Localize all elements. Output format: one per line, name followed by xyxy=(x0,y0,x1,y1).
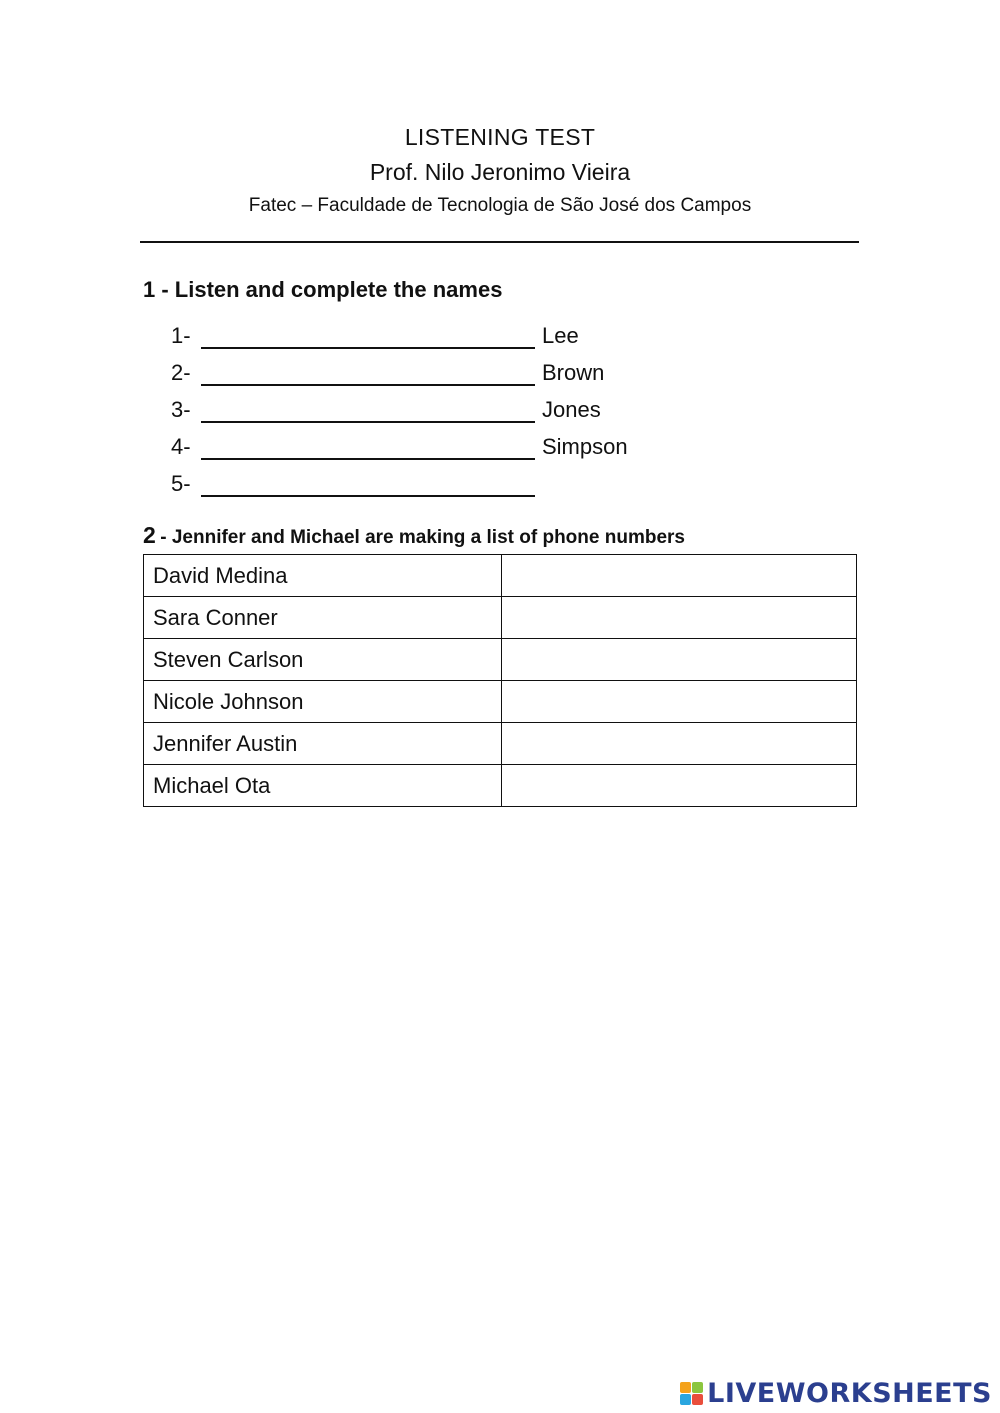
contact-name: Steven Carlson xyxy=(144,639,502,681)
contact-name: Jennifer Austin xyxy=(144,723,502,765)
header-divider xyxy=(140,241,859,243)
list-item xyxy=(171,349,628,386)
phone-answer-cell[interactable] xyxy=(502,765,857,807)
table-row xyxy=(144,639,857,681)
item-surname: Simpson xyxy=(542,434,628,459)
question-1-heading: 1 - Listen and complete the names xyxy=(143,277,503,302)
contact-name: Michael Ota xyxy=(144,765,502,807)
liveworksheets-logo xyxy=(680,1378,992,1409)
names-list xyxy=(171,312,628,497)
phone-answer-cell[interactable] xyxy=(502,639,857,681)
list-item xyxy=(171,460,628,497)
item-number: 1- xyxy=(171,323,191,348)
logo-tile xyxy=(680,1394,691,1405)
teacher-name: Prof. Nilo Jeronimo Vieira xyxy=(369,159,631,185)
contact-name: Nicole Johnson xyxy=(144,681,502,723)
item-surname: Jones xyxy=(542,397,601,422)
logo-tile xyxy=(680,1382,691,1393)
name-blank-2[interactable] xyxy=(201,358,535,386)
table-row xyxy=(144,681,857,723)
phone-numbers-table xyxy=(143,554,857,807)
question-2-heading xyxy=(143,522,685,549)
contact-name: David Medina xyxy=(144,555,502,597)
table-row xyxy=(144,555,857,597)
document-title: LISTENING TEST xyxy=(404,124,596,150)
name-blank-5[interactable] xyxy=(201,469,535,497)
table-row xyxy=(144,597,857,639)
phone-answer-cell[interactable] xyxy=(502,681,857,723)
item-number: 2- xyxy=(171,360,191,385)
logo-tile xyxy=(692,1394,703,1405)
name-blank-4[interactable] xyxy=(201,432,535,460)
question-2-text: - Jennifer and Michael are making a list of phone numbers xyxy=(160,527,685,548)
name-blank-3[interactable] xyxy=(201,395,535,423)
list-item xyxy=(171,423,628,460)
list-item xyxy=(171,312,628,349)
logo-text: LIVEWORKSHEETS xyxy=(707,1378,992,1409)
table-row xyxy=(144,765,857,807)
question-2-number: 2 xyxy=(143,522,156,548)
item-number: 4- xyxy=(171,434,191,459)
contact-name: Sara Conner xyxy=(144,597,502,639)
document-header xyxy=(0,120,1000,222)
liveworksheets-logo-icon xyxy=(680,1382,703,1405)
item-surname: Lee xyxy=(542,323,579,348)
phone-answer-cell[interactable] xyxy=(502,597,857,639)
phone-answer-cell[interactable] xyxy=(502,555,857,597)
item-number: 5- xyxy=(171,471,191,496)
item-surname: Brown xyxy=(542,360,605,385)
list-item xyxy=(171,386,628,423)
phone-answer-cell[interactable] xyxy=(502,723,857,765)
school-name: Fatec – Faculdade de Tecnologia de São José dos Campos xyxy=(248,195,752,216)
name-blank-1[interactable] xyxy=(201,321,535,349)
logo-tile xyxy=(692,1382,703,1393)
table-row xyxy=(144,723,857,765)
item-number: 3- xyxy=(171,397,191,422)
